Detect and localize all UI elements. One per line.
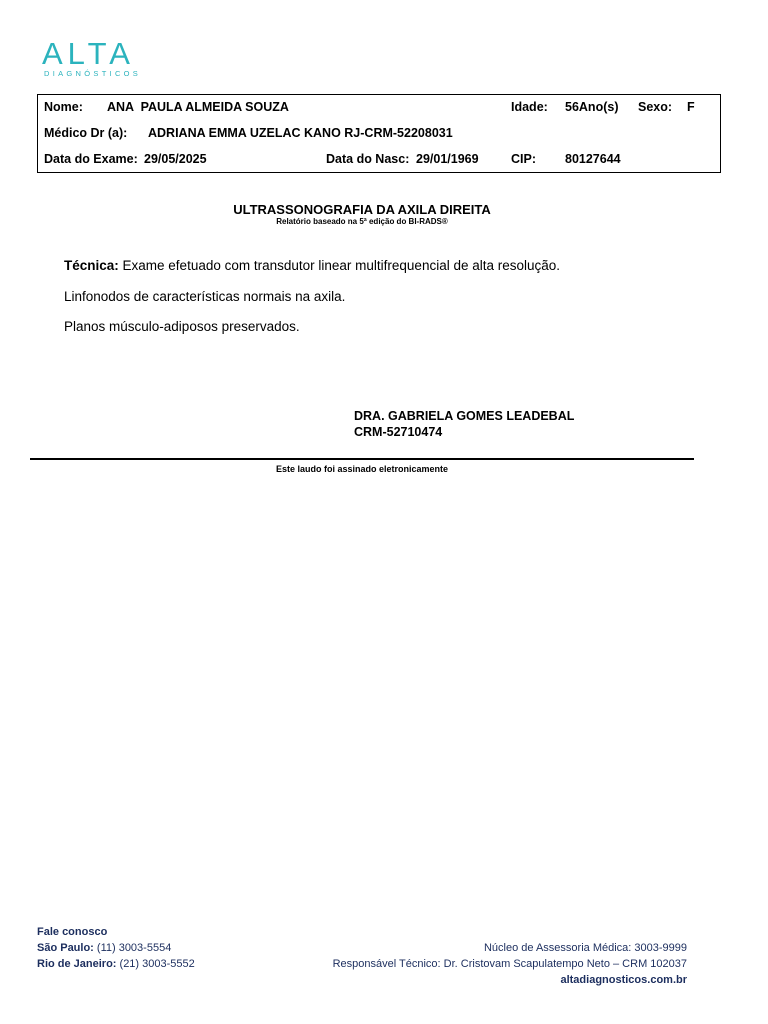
signature-divider — [30, 458, 694, 460]
footer-rj-phone: (21) 3003-5552 — [116, 958, 195, 970]
requesting-doctor: ADRIANA EMMA UZELAC KANO RJ-CRM-52208031 — [148, 126, 453, 140]
age-label: Idade: — [511, 100, 548, 114]
report-title: ULTRASSONOGRAFIA DA AXILA DIREITA — [233, 202, 491, 217]
footer-sp-label: São Paulo: — [37, 942, 94, 954]
footer-nucleo: Núcleo de Assessoria Médica: 3003-9999 — [483, 942, 687, 954]
signing-doctor-crm: CRM-52710474 — [354, 425, 443, 439]
exam-date-label: Data do Exame: — [44, 152, 138, 166]
footer-website-link[interactable]: altadiagnosticos.com.br — [560, 974, 687, 986]
technique-paragraph — [64, 259, 560, 273]
footer-responsavel-tecnico: Responsável Técnico: Dr. Cristovam Scapulatempo Neto – CRM 102037 — [332, 958, 687, 970]
brand-logo-wordmark: ALTA — [42, 36, 135, 71]
footer-contact-title: Fale conosco — [37, 926, 108, 938]
birth-date-label: Data do Nasc: — [326, 152, 410, 166]
patient-age: 56Ano(s) — [565, 100, 619, 114]
footer-sp-phone: (11) 3003-5554 — [93, 942, 172, 954]
exam-date: 29/05/2025 — [144, 152, 207, 166]
footer-rj-label: Rio de Janeiro: — [37, 958, 117, 970]
finding-muscle-planes: Planos músculo-adiposos preservados. — [64, 319, 300, 334]
technique-text: Exame efetuado com transdutor linear multifrequencial de alta resolução. — [118, 258, 561, 273]
footer-rio-de-janeiro — [37, 959, 195, 970]
patient-sex: F — [687, 100, 695, 114]
birth-date: 29/01/1969 — [416, 152, 479, 166]
technique-label: Técnica: — [64, 258, 119, 273]
report-subtitle: Relatório baseado na 5ª edição do BI-RADS® — [276, 217, 448, 226]
footer-sao-paulo — [37, 943, 171, 954]
name-label: Nome: — [44, 100, 83, 114]
electronic-signature-note: Este laudo foi assinado eletronicamente — [275, 464, 449, 474]
cip-label: CIP: — [511, 152, 536, 166]
cip-number: 80127644 — [565, 152, 621, 166]
patient-name: ANA PAULA ALMEIDA SOUZA — [107, 100, 289, 114]
finding-lymph-nodes: Linfonodos de características normais na axila. — [64, 289, 346, 304]
sex-label: Sexo: — [638, 100, 673, 114]
doctor-label: Médico Dr (a): — [44, 126, 128, 140]
brand-logo-subtitle: DIAGNÓSTICOS — [44, 69, 142, 78]
signing-doctor-name: DRA. GABRIELA GOMES LEADEBAL — [354, 409, 575, 423]
